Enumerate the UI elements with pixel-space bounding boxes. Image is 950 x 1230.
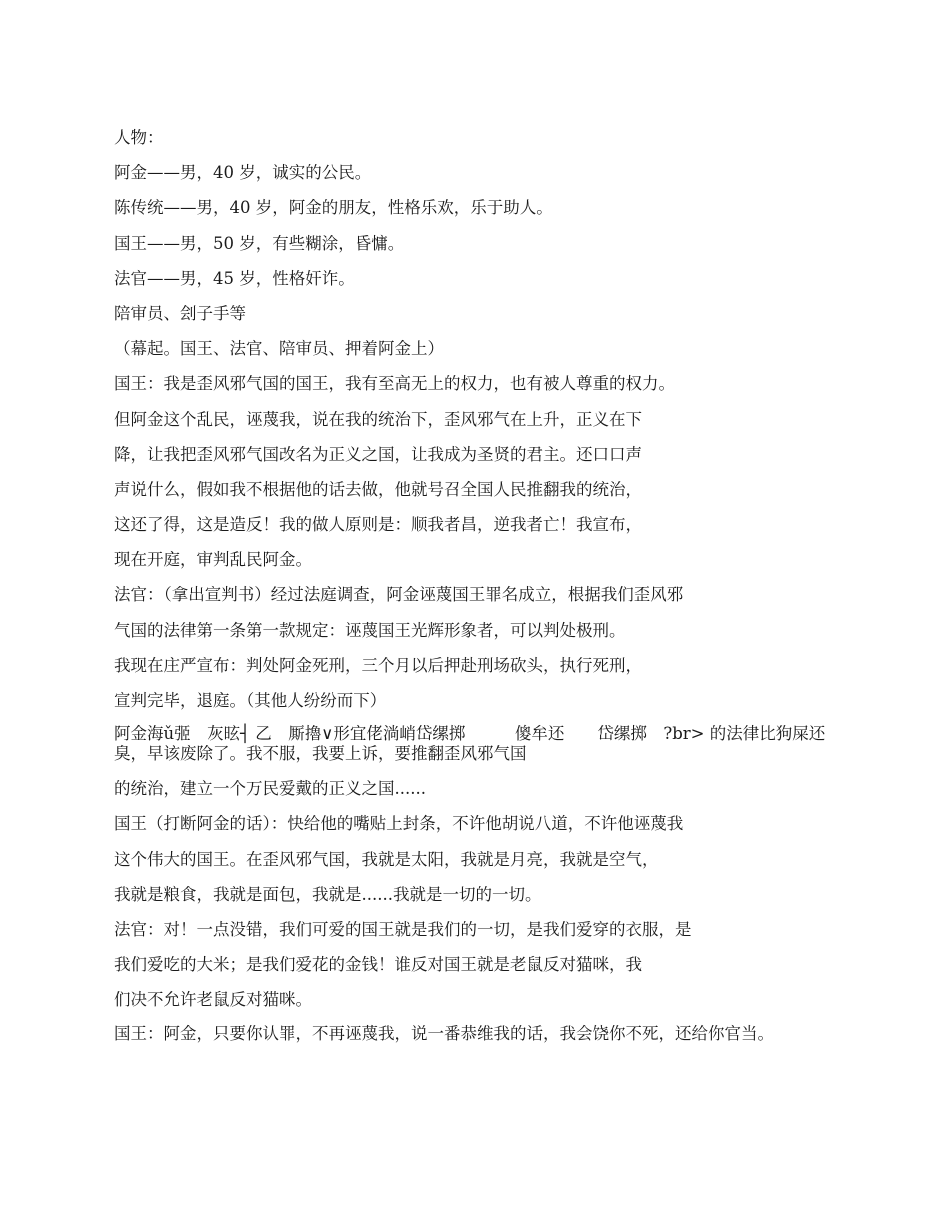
script-text xyxy=(114,126,830,1057)
dialogue-line: 我就是粮食，我就是面包，我就是......我就是一切的一切。 xyxy=(114,884,542,904)
cast-others: 陪审员、刽子手等 xyxy=(114,303,246,323)
dialogue-line: 我现在庄严宣布：判处阿金死刑，三个月以后押赴刑场砍头，执行死刑， xyxy=(114,655,642,675)
dialogue-line: 这个伟大的国王。在歪风邪气国，我就是太阳，我就是月亮，我就是空气， xyxy=(114,849,659,869)
dialogue-line: 们决不允许老鼠反对猫咪。 xyxy=(114,990,312,1010)
cast-ajin: 阿金——男，40 岁，诚实的公民。 xyxy=(114,163,372,183)
dialogue-line: 但阿金这个乱民，诬蔑我，说在我的统治下，歪风邪气在上升，正义在下 xyxy=(114,409,642,429)
dialogue-line: 这还了得，这是造反！我的做人原则是：顺我者昌，逆我者亡！我宣布， xyxy=(114,515,642,535)
garbled-dialogue-line: 阿金海ǔ弬 灰昡┤ 乙 厮擼∨形宜佬淌峭岱缧掷 傻牟还 岱缧掷 ?br> 的法律比狗屎还臭，早该废除了。我不服，我要上诉，要推翻歪风邪气国 xyxy=(114,724,826,764)
dialogue-line: 的统治，建立一个万民爱戴的正义之国...... xyxy=(114,779,426,799)
dialogue-line: 声说什么，假如我不根据他的话去做，他就号召全国人民推翻我的统治， xyxy=(114,479,642,499)
stage-direction: （幕起。国王、法官、陪审员、押着阿金上） xyxy=(114,339,444,359)
dialogue-line: 现在开庭，审判乱民阿金。 xyxy=(114,550,312,570)
cast-king: 国王——男，50 岁，有些糊涂，昏慵。 xyxy=(114,233,405,253)
dialogue-line: 法官：（拿出宣判书）经过法庭调查，阿金诬蔑国王罪名成立，根据我们歪风邪 xyxy=(114,585,684,605)
cast-chen: 陈传统——男，40 岁，阿金的朋友，性格乐欢，乐于助人。 xyxy=(114,198,553,218)
dialogue-line: 国王（打断阿金的话）：快给他的嘴贴上封条，不许他胡说八道，不许他诬蔑我 xyxy=(114,814,684,834)
dialogue-line: 降，让我把歪风邪气国改名为正义之国，让我成为圣贤的君主。还口口声 xyxy=(114,444,642,464)
cast-heading: 人物： xyxy=(114,128,164,147)
dialogue-line: 法官：对！一点没错，我们可爱的国王就是我们的一切，是我们爱穿的衣服，是 xyxy=(114,919,692,939)
dialogue-line: 国王：阿金，只要你认罪，不再诬蔑我，说一番恭维我的话，我会饶你不死，还给你官当。 xyxy=(114,1023,774,1043)
dialogue-line: 国王：我是歪风邪气国的国王，我有至高无上的权力，也有被人尊重的权力。 xyxy=(114,374,675,394)
cast-judge: 法官——男，45 岁，性格奸诈。 xyxy=(114,268,355,288)
dialogue-line: 宣判完毕，退庭。（其他人纷纷而下） xyxy=(114,691,387,710)
dialogue-line: 气国的法律第一条第一款规定：诬蔑国王光辉形象者，可以判处极刑。 xyxy=(114,620,626,640)
dialogue-line: 我们爱吃的大米；是我们爱花的金钱！谁反对国王就是老鼠反对猫咪，我 xyxy=(114,955,642,975)
